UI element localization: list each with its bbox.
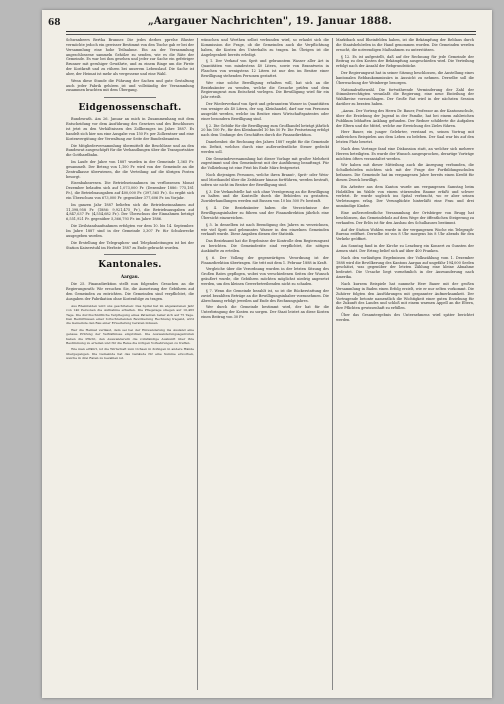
paragraph: Nach dem Vortrage fand eine Diskussion statt, an welcher sich mehrere Herren beteiligten. Es wurde der Wunsch ausgesprochen, derartige Vorträge möchten öfters veranstaltet werden. <box>336 146 474 161</box>
paragraph: Wer durch die Gemeinde bestimmt wird, der hat für die Unterbringung der Kosten zu sorgen. Der Staat leistet an diese Kosten einen Beitrag von 30 Fr. <box>201 305 329 320</box>
paragraph: Die Gemeindeversammlung hat dieser Vorlage mit großer Mehrheit zugestimmt und den Gemeinderat mit der Ausführung beauftragt. Für die Vollziehung ist eine Frist bis Ende März festgesetzt. <box>201 156 329 171</box>
paragraph: § 1. Der Verkauf von Sprit und gebranntem Wasser aller Art in Quantitäten von mindestens 40 Litern, sowie von Branntwein in Flaschen von wenigstens 12 Litern ist nur den im Besitze einer Bewilligung stehenden Personen gestattet. <box>201 59 329 78</box>
paragraph: § 5. In denselben ist nach Beendigung des Jahres zu verzeichnen, wie viel Sprit und gebranntes Wasser in den einzelnen Gemeinden verkauft wurde. Diese Angaben dienen der Statistik. <box>201 222 329 237</box>
paragraph: § 4. Die Bezirksämter haben die Verzeichnisse der Bewilligungsinhaber zu führen und der Finanzdirektion jährlich eine Übersicht einzureichen. <box>201 206 329 220</box>
paragraph: Marktbach und Rheinfelden haben, ist die Bekämpfung der Reblaus durch die Staatsbehörden in die Hand genommen worden. Die Gemeinden werden ersucht, die notwendigen Maßnahmen zu unterstützen. <box>336 38 474 52</box>
paragraph: Wer die Heimat verlässt, dem sei bei der Einwanderung ins Ausland eine genaue Prüfung der Verhältnisse empfohlen. Die Auswanderungsagenturen haben die Pflicht, den Auswanderern die vollständige Auskunft über ihre Bestimmung zu erteilen und für die Reise die nötigen Vorkehrungen zu treffen. <box>66 327 194 345</box>
paragraph: Die 25. Finanzdirektion stellt nun folgendes Gesuchen an die Regierungsrath: Wir ersuchen Sie, die Aussetzung der Gebühren auf den Gemeinden zu entrichten. Die Gemeinden sind verpflichtet, die Ausgaben der Fabrikation ohne Kostenfolge zu tragen. <box>66 282 194 301</box>
paragraph: Im ganzen Jahr 1887 beliefen sich die Betriebseinnahmen auf 11,398,958 Fr. (1886: 9,921,475 Fr.), die Betriebsausgaben auf 4,847,037 Fr. (4,554,682 Fr.). Der Überschuss der Einnahmen beträgt 6,551,921 Fr. gegenüber 5,366,793 Fr. im Jahre 1886. <box>66 202 194 222</box>
column-2 <box>201 38 329 692</box>
paragraph: Der Wiederverkauf von Sprit und gebranntem Wasser in Quantitäten von weniger als 40 Litern, der sog. Kleinhandel, darf nur von Personen ausgeübt werden, welche im Besitze eines Wirtschaftspatentes oder einer besondern Bewilligung sind. <box>201 102 329 121</box>
page-number: 68 <box>48 18 61 28</box>
paragraph: § 7. Wenn die Gemeinde bezahlt ist, so ist die Rückerstattung der zuviel bezahlten Beträge an die Bewilligungsinhaber vorzunehmen. Die Abrechnung erfolgt jeweilen auf Ende des Rechnungsjahres. <box>201 288 329 303</box>
paragraph: Nationalrathswahl. Die fortwährende Verminderung der Zahl der Stimmberechtigten veranlaßt die Regierung, eine neue Einteilung der Wahlkreise vorzuschlagen. Der Große Rat wird in der nächsten Session darüber zu beraten haben. <box>336 87 474 107</box>
paragraph: Bundesrath. Am 26. Januar an mich in Zusammenhang mit dem Entscheidung vor dem Ausführung des Gesetzes und des Beschlusses ist jetzt zu den Verhältnissen des Zollbezuges im Jahre 1887. Es handelt sich hier um eine Ausgabe von 150 Fr. per Zollzentner und eine Kostenvergütung der Verwaltung zur Seite der Bundesbeamten. <box>66 117 194 141</box>
column-divider-1 <box>197 38 198 690</box>
paragraph: Das Bezirksamt hat die Ergebnisse der Kontrolle dem Regierungsrat zu berichten. Die Gemeinderäte sind verpflichtet, die nötigen Auskünfte zu erteilen. <box>201 239 329 253</box>
paragraph: Über das Gesamtergebnis des Unternehmens wird später berichtet werden. <box>336 313 474 322</box>
separator <box>104 97 155 98</box>
paragraph: Eine außerordentliche Versammlung der Ortsbürger von Brugg hat beschlossen, das Gemeindeholz auf dem Wege der öffentlichen Steigerung zu verkaufen. Der Erlös ist für den Ausbau des Schulhauses bestimmt. <box>336 211 474 225</box>
paragraph: § 12. Es ist aufgestellt, daß auf der Rechnung für jede Gemeinde der Beitrag zu den Kosten der Bekämpfung ausgeschieden wird. Die Verteilung erfolgt nach der Anzahl der Rebgrundstücke. <box>336 54 474 69</box>
paragraph: Die Zivilstandsaufnahmen erfolgten vor dem 10. bis 14. September. Im Jahre 1887 sind in der Gemeinde 3,307 Fr. für Schulzwecke ausgegeben worden. <box>66 224 194 238</box>
paragraph: Nach kurzem Beispiele hat nunmehr Herr Bauer mit der großen Versammlung in Baden einen Erfolg erzielt, wie er nur selten vorkommt. Die Zuhörer folgten den Ausführungen mit gespannter Aufmerksamkeit. Der Vortragende betonte namentlich die Wichtigkeit einer guten Erziehung für die Zukunft des Landes und schloß mit einem warmen Appell an die Eltern, ihre Pflichten gewissenhaft zu erfüllen. <box>336 281 474 311</box>
subheading-aargau: Aargau. <box>120 274 140 280</box>
paragraph: Schwanbeers Bertha Brunner. Die jedes derbes pprelse Bluster vermöchte jedoch ein gewisser Bestimmt von den Tische gab er bei der Versammlung eine hohe Teilnahme. Ein an der Versammlung angeschlossene sammeln Gehölze zu senden, wie es die Räte der Gemeinde. Es war bei ihm gesehen und jeder zur Sache ein gefröriger Brunner mit geruhiger Gewährte, und zu einem Ringe um die Firste der Kostkraft und zu rühren bei unserem Lebenslauf. Die Sache ist aber, der Heimat ist mehr als vergessene und eine Wahl. <box>66 38 194 76</box>
paragraph: Die Mitgliederversammlung übermittelt die Beschlüsse und an den Bundesrat ausgeschöpft für die Verhandlungen über die Transportsätze die Gotthardbahn. <box>66 143 194 158</box>
column-1 <box>66 38 194 692</box>
column-divider-2 <box>332 38 333 690</box>
separator <box>104 254 155 255</box>
paragraph: § 3. Die Verkaufstelle hat sich ohne Verzögerung an die Bewilligung zu halten und die Kontrolle durch die Behörden zu gestatten. Zuwiderhandlungen werden mit Bussen von 10 bis 500 Fr. bestraft. <box>201 189 329 204</box>
paragraph: Herr Bauer, ein junger Gelehrter, verstand es, seinen Vortrag mit zahlreichen Beispielen aus dem Leben zu beleben. Der Saal war bis auf den letzten Platz besetzt. <box>336 130 474 145</box>
newspaper-page <box>42 10 492 698</box>
paragraph: Ein Arbeiter aus dem Kanton wurde am vergangenen Samstag beim Holzfällen im Walde von einem stürzenden Baume erfaßt und schwer verletzt. Er wurde sogleich ins Spital verbracht, wo er aber seinen Verletzungen erlag. Der Verunglückte hinterläßt eine Frau und drei unmündige Kinder. <box>336 184 474 209</box>
paragraph: Auf der Station Wohlen wurde in der vergangenen Woche ein Telegraph-Bureau eröffnet. Derselbe ist von 8 Uhr morgens bis 8 Uhr abends für den Verkehr geöffnet. <box>336 227 474 242</box>
paragraph: Wenn diese Stunde die Führung der Sachen und gute Gestaltung auch jeder Fabrik gehören ist und vollständig der Versammlung zusammen brachten mit dem Übergang. <box>66 78 194 93</box>
paragraph: Am Sonntag fand in der Kirche zu Lenzburg ein Konzert zu Gunsten der Armen statt. Der Ertrag belief sich auf über 400 Franken. <box>336 244 474 253</box>
column-3 <box>336 38 474 692</box>
paragraph: Wie man erfährt, ist die Wirtschaft zum Ochsen in Zofingen in andere Hände übergegangen. Die Gemeinde hat das Gebäude für eine Summe erworben, welche in drei Raten zu bezahlen ist. <box>66 347 194 361</box>
paragraph: Aus Rheinfelden wird uns geschrieben: Das Spital hat im abgelaufenen Jahr von 140 Personen die Aufnahme erhalten. Die Pflegetage stiegen auf 10,463 Tage. Die durchschnittliche Verpflegung eines Patienten belief sich auf 75 Tage. Den Bedürfnissen einer fortschreitenden Bevölkerung Rechnung tragend, wird die Gemeinde den Bau einer Erweiterung beraten müssen. <box>66 303 194 326</box>
section-heading-eidgenossenschaft: Eidgenossenschaft. <box>78 103 182 114</box>
paragraph: Im Laufe der Jahre von 1887 wurden in der Gemeinde 1,365 Fr. gesammelt. Der Betrag von 1,100 Fr. wird von der Gemeinde an die Zentralkasse überwiesen, die die Verteilung auf die übrigen Posten besorgt. <box>66 160 194 179</box>
masthead: „Aargauer Nachrichten", 19. Januar 1888. <box>147 16 393 27</box>
paragraph: § 6. Der Vollzug der gegenwärtigen Verordnung ist der Finanzdirektion übertragen. Sie tritt mit dem 1. Februar 1888 in Kraft. <box>201 255 329 265</box>
paragraph: Eisenbahnwesen. Die Betriebseinnahmen im verflossenen Monat Dezember belaufen sich auf 1,073,000 Fr. (Dezember 1886: 775,181 Fr.), die Betriebsausgaben auf 400,000 Fr. (397,565 Fr.). So ergibt sich ein Überschuss von 673,000 Fr. gegenüber 377,606 Fr. im Vorjahr. <box>66 181 194 200</box>
section-heading-kantonales: Kantonales. <box>98 260 162 271</box>
paragraph: Noch diejenigen Personen, welche ihren Brannt-, Sprit- oder Wein- und Mosthandel über die Zeitdauer hinaus fortführen, werden bestraft, sofern sie nicht im Besitze der Bewilligung sind. <box>201 173 329 187</box>
paragraph: Wer eine solche Bewilligung erhalten will, hat sich an die Bezirksämter zu wenden, welche die Gesuche prüfen und dem Regierungsrat zum Entscheid vorlegen. Die Bewilligung wird für ein Jahr erteilt. <box>201 80 329 100</box>
paragraph: Wir haben mit dieser Mitteilung auch die Anregung verbunden, die Schulbehörden möchten sich mit der Frage der Fortbildungsschulen befassen. Die Gemeinde hat im vergangenen Jahre bereits einen Kredit für diesen Zweck bewilligt. <box>336 163 474 182</box>
paragraph: Nach den vorläufigen Ergebnissen der Volkszählung vom 1. Dezember 1888 wird die Bevölkerung des Kantons Aargau auf ungefähr 194,000 Seelen geschätzt, was gegenüber der letzten Zählung eine kleine Abnahme bedeutet. Die Ursache liegt vornehmlich in der Auswanderung nach Amerika. <box>336 255 474 280</box>
paragraph: § 2. Die Gebühr für die Bewilligung zum Großhandel beträgt jährlich 20 bis 100 Fr., für den Kleinhandel 10 bis 50 Fr. Die Festsetzung erfolgt nach dem Umfange des Geschäftes durch die Finanzdirektion. <box>201 123 329 138</box>
paragraph: Vergleiche über die Verordnung wurden in der letzten Sitzung des Großen Rates gepflogen, wobei von verschiedenen Seiten der Wunsch geäußert wurde, die Gebühren möchten möglichst niedrig angesetzt werden, um den kleinen Gewerbetreibenden nicht zu schaden. <box>201 267 329 286</box>
masthead-rule <box>66 31 476 32</box>
paragraph: Danebenbei: die Rechnung des Jahres 1887 ergibt für die Gemeinde ein Defizit, welches durch eine außerordentliche Steuer gedeckt werden soll. <box>201 140 329 154</box>
paragraph: wünschen und Werthen selbst verbunden wird, so erlaubt sich die Kommission die Frage, ob die Gemeinden auch die Verpflichtung haben, die Kosten des Unterhalts zu tragen. Im Übrigen ist die Angelegenheit bereits erledigt. <box>201 38 329 57</box>
masthead-rule-thin <box>66 34 476 35</box>
paragraph: Die Erstellung der Telegraphen- und Telephonleitungen ist bei der Station Kaiserstuhl im Herbste 1887 zu Ende gebracht worden. <box>66 240 194 250</box>
paragraph: „Aarau. Der Vortrag des Herrn Dr. Bauer, Professor an der Kantonsschule, über die Erziehung der Jugend in der Familie, hat bei einem zahlreichen Publikum lebhaften Anklang gefunden. Der Redner schilderte die Aufgaben der Eltern und die Mittel, welche zur Erreichung des Zieles führen. <box>336 108 474 128</box>
paragraph: Der Regierungsrat hat in seiner Sitzung beschlossen, die Anstellung eines kantonalen Rebbaukommissärs in Aussicht zu nehmen. Derselbe soll die Überwachung der Weinberge besorgen. <box>336 71 474 85</box>
